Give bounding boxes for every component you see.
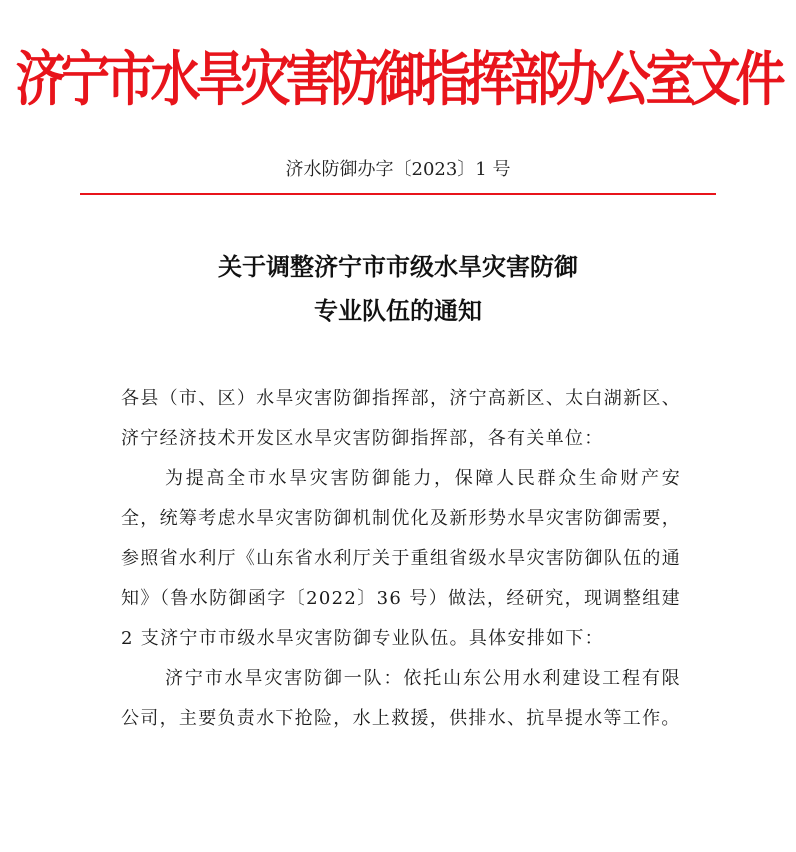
body-paragraph-2: 济宁市水旱灾害防御一队：依托山东公用水利建设工程有限公司，主要负责水下抢险，水上救援，供排水、抗旱提水等工作。 [121, 668, 681, 729]
document-title [0, 245, 796, 333]
addressee-paragraph: 各县（市、区）水旱灾害防御指挥部，济宁高新区、太白湖新区、济宁经济技术开发区水旱灾害防御指挥部，各有关单位： [121, 388, 681, 449]
title-line-1: 关于调整济宁市市级水旱灾害防御 [218, 252, 578, 281]
issuer-header: 济宁市水旱灾害防御指挥部办公室文件 [15, 43, 781, 114]
document-body [121, 379, 681, 739]
title-line-2: 专业队伍的通知 [314, 296, 482, 325]
document-number: 济水防御办字〔2023〕1 号 [285, 159, 511, 180]
body-paragraph-1: 为提高全市水旱灾害防御能力，保障人民群众生命财产安全，统筹考虑水旱灾害防御机制优化及新形势水旱灾害防御需要，参照省水利厅《山东省水利厅关于重组省级水旱灾害防御队伍的通知》（鲁水防御函字〔2022〕36 号）做法，经研究，现调整组建 2 支济宁市市级水旱灾害防御专业队伍。具体安排如下： [121, 468, 681, 649]
red-divider-line [80, 193, 716, 195]
